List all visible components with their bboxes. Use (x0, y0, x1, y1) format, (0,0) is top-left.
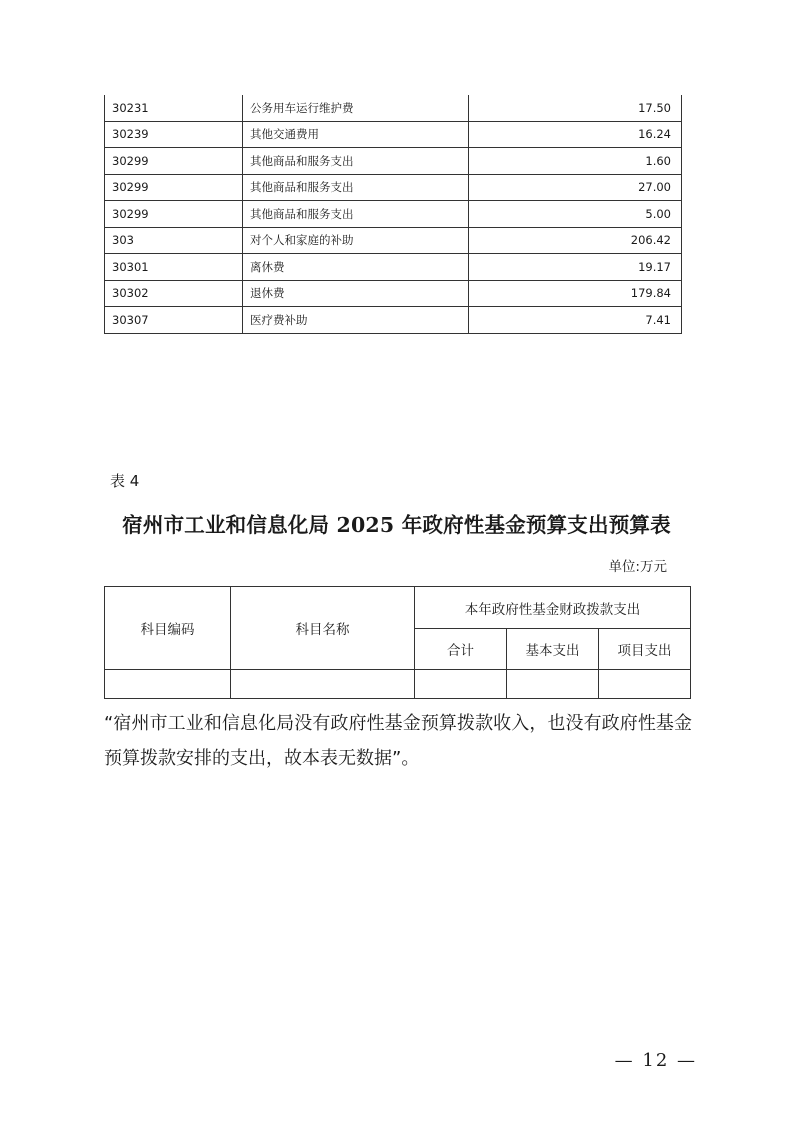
table-row (105, 307, 682, 334)
header-appropriation-group: 本年政府性基金财政拨款支出 (415, 587, 691, 629)
header-subject-name: 科目名称 (231, 587, 415, 670)
subject-code-cell: 30307 (105, 307, 243, 334)
page-title: 宿州市工业和信息化局 2025 年政府性基金预算支出预算表 (122, 513, 671, 537)
amount-cell: 7.41 (469, 307, 682, 334)
no-data-note: “宿州市工业和信息化局没有政府性基金预算拨款收入，也没有政府性基金预算拨款安排的支出，故本表无数据”。 (104, 713, 692, 769)
table-row (105, 254, 682, 281)
subject-name-cell: 医疗费补助 (243, 307, 469, 334)
subject-code-cell: 30231 (105, 95, 243, 121)
amount-cell: 1.60 (469, 148, 682, 175)
header-subject-code: 科目编码 (105, 587, 231, 670)
subject-name-cell: 对个人和家庭的补助 (243, 227, 469, 254)
amount-cell: 5.00 (469, 201, 682, 228)
subject-code-cell: 30299 (105, 174, 243, 201)
table-row (105, 148, 682, 175)
amount-cell: 16.24 (469, 121, 682, 148)
header-basic-expenditure: 基本支出 (507, 629, 599, 670)
amount-cell: 179.84 (469, 280, 682, 307)
subject-code-cell: 303 (105, 227, 243, 254)
subject-name-cell: 其他交通费用 (243, 121, 469, 148)
table-row (105, 227, 682, 254)
expenditure-continuation-table (104, 95, 682, 334)
empty-cell (105, 670, 231, 699)
subject-name-cell: 离休费 (243, 254, 469, 281)
empty-data-row (105, 670, 691, 699)
table-row (105, 95, 682, 121)
subject-code-cell: 30299 (105, 148, 243, 175)
amount-cell: 19.17 (469, 254, 682, 281)
empty-cell (507, 670, 599, 699)
subject-name-cell: 公务用车运行维护费 (243, 95, 469, 121)
empty-cell (599, 670, 691, 699)
subject-name-cell: 其他商品和服务支出 (243, 201, 469, 228)
empty-cell (231, 670, 415, 699)
header-row-1 (105, 587, 691, 629)
page-number: — 12 — (614, 1050, 697, 1071)
subject-code-cell: 30239 (105, 121, 243, 148)
expenditure-rows (105, 95, 682, 333)
subject-code-cell: 30302 (105, 280, 243, 307)
header-project-expenditure: 项目支出 (599, 629, 691, 670)
subject-name-cell: 其他商品和服务支出 (243, 148, 469, 175)
subject-code-cell: 30301 (105, 254, 243, 281)
subject-name-cell: 退休费 (243, 280, 469, 307)
amount-cell: 206.42 (469, 227, 682, 254)
header-total: 合计 (415, 629, 507, 670)
subject-name-cell: 其他商品和服务支出 (243, 174, 469, 201)
gov-fund-budget-table (104, 586, 691, 699)
empty-cell (415, 670, 507, 699)
table-row (105, 121, 682, 148)
table-row (105, 280, 682, 307)
subject-code-cell: 30299 (105, 201, 243, 228)
unit-label: 单位:万元 (608, 559, 667, 575)
table-row (105, 174, 682, 201)
table-label: 表 4 (110, 472, 140, 490)
amount-cell: 27.00 (469, 174, 682, 201)
amount-cell: 17.50 (469, 95, 682, 121)
table-row (105, 201, 682, 228)
